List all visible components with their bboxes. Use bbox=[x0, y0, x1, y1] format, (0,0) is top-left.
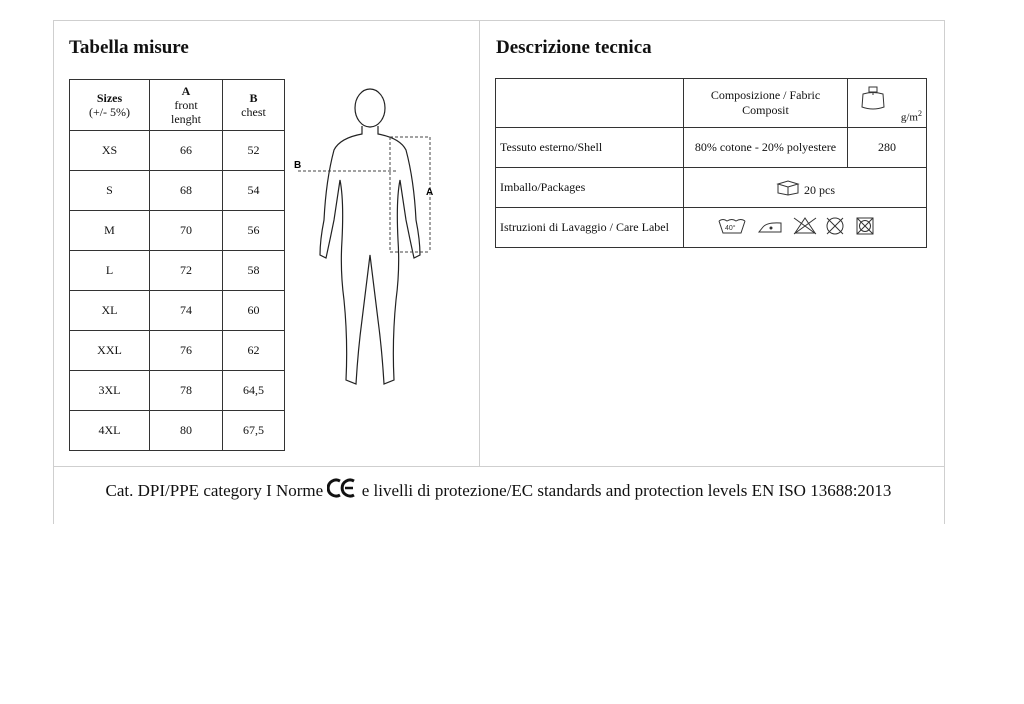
a-cell: 68 bbox=[150, 171, 223, 211]
size-cell: M bbox=[70, 211, 150, 251]
a-cell: 76 bbox=[150, 331, 223, 371]
unit-sup: 2 bbox=[918, 109, 922, 119]
sizes-tolerance: (+/- 5%) bbox=[88, 105, 131, 119]
column-divider bbox=[479, 20, 480, 467]
size-cell: 3XL bbox=[70, 371, 150, 411]
table-row bbox=[70, 211, 285, 251]
b-cell: 64,5 bbox=[223, 371, 285, 411]
shell-weight: 280 bbox=[848, 128, 927, 168]
a-cell: 66 bbox=[150, 131, 223, 171]
shell-value: 80% cotone - 20% polyestere bbox=[684, 128, 848, 168]
b-cell: 52 bbox=[223, 131, 285, 171]
b-header-cell bbox=[223, 80, 285, 131]
table-row bbox=[70, 131, 285, 171]
no-tumble-dry-icon bbox=[857, 218, 873, 234]
table-row bbox=[496, 168, 927, 208]
a-cell: 70 bbox=[150, 211, 223, 251]
body-measure-figure bbox=[290, 80, 460, 400]
b-cell: 54 bbox=[223, 171, 285, 211]
b-cell: 67,5 bbox=[223, 411, 285, 451]
footer-text-before: Cat. DPI/PPE category I Norme bbox=[105, 481, 328, 500]
spec-table bbox=[495, 78, 927, 248]
tech-desc-title: Descrizione tecnica bbox=[496, 37, 652, 58]
a-header: A bbox=[181, 84, 191, 98]
weight-header bbox=[848, 79, 927, 128]
size-table bbox=[69, 79, 285, 451]
care-icons-cell bbox=[684, 208, 927, 248]
b-cell: 60 bbox=[223, 291, 285, 331]
unit-text: g/m bbox=[900, 112, 918, 124]
a-cell: 74 bbox=[150, 291, 223, 331]
no-dry-clean-icon bbox=[827, 218, 843, 234]
care-label: Istruzioni di Lavaggio / Care Label bbox=[496, 208, 684, 248]
a-header-cell bbox=[150, 80, 223, 131]
packages-value: 20 pcs bbox=[804, 182, 835, 197]
sizes-header: Sizes bbox=[96, 91, 123, 105]
b-cell: 56 bbox=[223, 211, 285, 251]
table-row bbox=[496, 208, 927, 248]
size-cell: S bbox=[70, 171, 150, 211]
footer-divider bbox=[53, 466, 944, 467]
size-cell: XXL bbox=[70, 331, 150, 371]
label-b: B bbox=[294, 160, 302, 171]
iron-low-icon bbox=[759, 222, 781, 231]
svg-text:40°: 40° bbox=[725, 224, 736, 232]
b-sub: chest bbox=[241, 105, 266, 119]
measure-lines bbox=[298, 137, 430, 252]
box-icon bbox=[775, 178, 801, 196]
table-row bbox=[496, 128, 927, 168]
table-row bbox=[70, 411, 285, 451]
table-row bbox=[70, 291, 285, 331]
a-sub2: lenght bbox=[171, 112, 201, 126]
packages-label: Imballo/Packages bbox=[496, 168, 684, 208]
size-cell: XS bbox=[70, 131, 150, 171]
packages-cell bbox=[684, 168, 927, 208]
b-header: B bbox=[249, 91, 258, 105]
table-row bbox=[70, 251, 285, 291]
a-sub: front bbox=[174, 98, 198, 112]
b-cell: 62 bbox=[223, 331, 285, 371]
body-outline bbox=[320, 89, 420, 384]
no-bleach-icon bbox=[794, 218, 816, 234]
size-header-cell bbox=[70, 80, 150, 131]
size-cell: XL bbox=[70, 291, 150, 331]
spec-header-empty bbox=[496, 79, 684, 128]
label-a: A bbox=[426, 187, 434, 198]
care-icons bbox=[715, 215, 895, 237]
a-cell: 72 bbox=[150, 251, 223, 291]
table-row bbox=[70, 371, 285, 411]
size-cell: L bbox=[70, 251, 150, 291]
unit-label bbox=[901, 109, 922, 124]
table-row bbox=[70, 171, 285, 211]
wash-40-icon bbox=[719, 219, 745, 233]
a-cell: 78 bbox=[150, 371, 223, 411]
size-table-title: Tabella misure bbox=[69, 37, 189, 58]
b-cell: 58 bbox=[223, 251, 285, 291]
weight-icon bbox=[860, 85, 886, 113]
footer-standards bbox=[53, 478, 944, 501]
ce-mark-icon bbox=[327, 478, 357, 498]
table-row bbox=[70, 331, 285, 371]
size-cell: 4XL bbox=[70, 411, 150, 451]
a-cell: 80 bbox=[150, 411, 223, 451]
shell-label: Tessuto esterno/Shell bbox=[496, 128, 684, 168]
composition-header: Composizione / Fabric Composit bbox=[684, 79, 848, 128]
footer-text-after: e livelli di protezione/EC standards and protection levels EN ISO 13688:2013 bbox=[361, 481, 892, 500]
